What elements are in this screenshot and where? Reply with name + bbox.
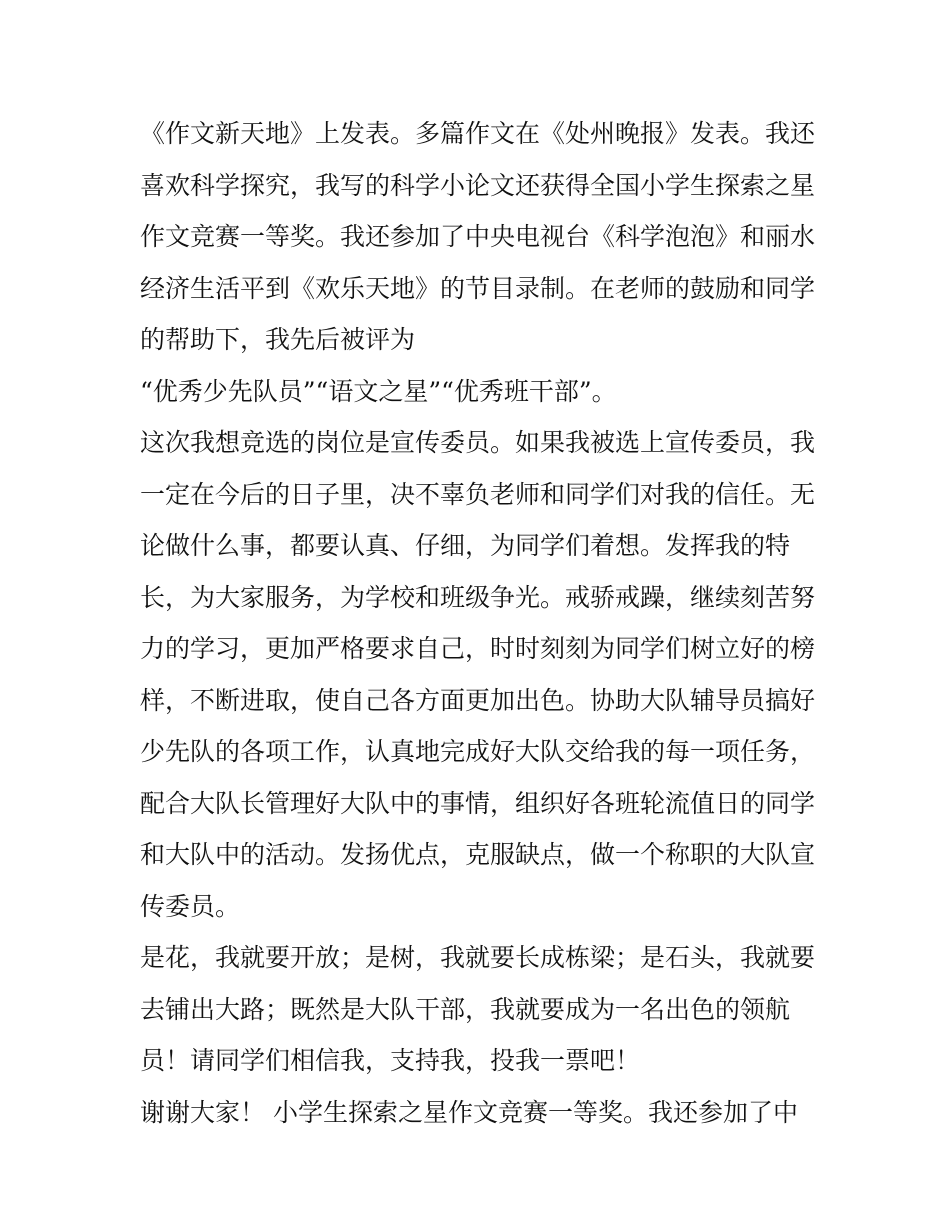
text-line: 谢谢大家！ 小学生探索之星作文竞赛一等奖。我还参加了中 [140, 1097, 798, 1127]
text-line: 力的学习，更加严格要求自己，时时刻刻为同学们树立好的榜 [140, 634, 816, 663]
text-line: 作文竞赛一等奖。我还参加了中央电视台《科学泡泡》和丽水 [140, 222, 816, 251]
text-line: 经济生活平到《欢乐天地》的节目录制。在老师的鼓励和同学 [140, 273, 816, 303]
text-line: 喜欢科学探究，我写的科学小论文还获得全国小学生探索之星 [140, 170, 816, 200]
text-line: 《作文新天地》上发表。多篇作文在《处州晚报》发表。我还 [140, 119, 816, 148]
text-line: 员！请同学们相信我，支持我，投我一票吧！ [140, 1046, 641, 1075]
text-line: 是花，我就要开放；是树，我就要长成栋梁；是石头，我就要 [140, 943, 816, 972]
text-line: 和大队中的活动。发扬优点，克服缺点，做一个称职的大队宣 [140, 840, 816, 869]
text-line: 的帮助下，我先后被评为 [140, 325, 416, 354]
text-line: 传委员。 [140, 891, 241, 921]
text-line: 少先队的各项工作，认真地完成好大队交给我的每一项任务， [140, 737, 816, 766]
text-line: 样，不断进取，使自己各方面更加出色。协助大队辅导员搞好 [140, 685, 816, 715]
text-line: 长，为大家服务，为学校和班级争光。戒骄戒躁，继续刻苦努 [140, 582, 816, 612]
document-body [140, 108, 820, 1138]
text-line: 论做什么事，都要认真、仔细，为同学们着想。发挥我的特 [140, 531, 791, 560]
text-line: 这次我想竞选的岗位是宣传委员。如果我被选上宣传委员，我 [140, 428, 816, 457]
text-line: 一定在今后的日子里，决不辜负老师和同学们对我的信任。无 [140, 479, 816, 509]
text-line: 配合大队长管理好大队中的事情，组织好各班轮流值日的同学 [140, 788, 816, 818]
text-line: 去铺出大路；既然是大队干部，我就要成为一名出色的领航 [140, 994, 791, 1024]
text-line: “优秀少先队员”“语文之星”“优秀班干部”。 [140, 376, 617, 406]
